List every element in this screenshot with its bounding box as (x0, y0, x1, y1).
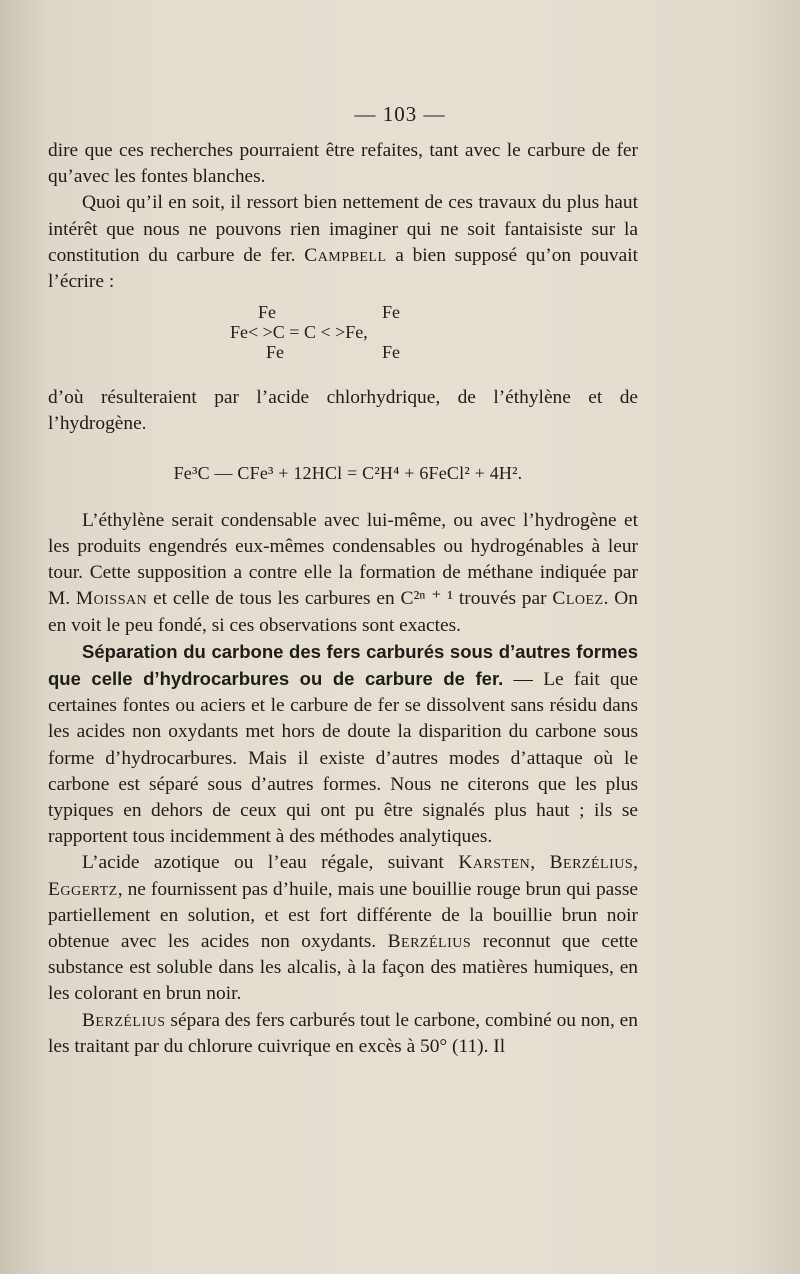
paragraph-6-text-b: , ne fournissent pas d’huile, mais une bouillie rouge brun qui passe partiellement en solution, et est fort différente de la bouillie brun noir obtenue avec les acides non oxydants. (48, 878, 638, 953)
author-berzelius-2: Berzélius (387, 931, 472, 953)
paragraph-2-text: Quoi qu’il en soit, il ressort bien nettement de ces travaux du plus haut intérêt que nous ne pouvons rien imaginer qui ne soit fantaisiste sur la constitution du carbure de fer. (48, 192, 638, 266)
structural-formula (48, 297, 638, 375)
paragraph-6-text-c: reconnut que cette substance est soluble dans les alcalis, à la façon des matières humiques, en les colorant en brun noir. (48, 931, 638, 1005)
body-text (48, 138, 638, 1060)
formula-main-line: Fe< >C = C < >Fe, (230, 322, 368, 343)
paragraph-5-text: — Le fait que certaines fontes ou aciers et le carbure de fer se dissolvent sans résidu dans les acides non oxydants met hors de doute la disparition du carbone sous forme d’hydrocarbures. Mais il existe d’autres modes d’attaque où le carbone est séparé sous d’autres formes. Nous ne citerons que les plus typiques en dehors de ceux qui ont pu être signalés plus haut ; ils se rapportent tous incidemment à des méthodes analytiques. (48, 669, 638, 848)
paragraph-4-text-c: trouvés par (458, 588, 547, 610)
author-eggertz: Eggertz (48, 878, 118, 900)
paragraph-3-text: d’où résulteraient par l’acide chlorhydrique, de l’éthylène et de l’hydrogène. (48, 387, 638, 435)
formula-bottom-left: Fe (266, 342, 284, 363)
paragraph-4-text-b: et celle de tous les carbures en (153, 588, 395, 610)
formula-cn: C²ⁿ ⁺ ¹ (400, 588, 454, 610)
paragraph-4-text-d: . On en voit le peu fondé, si ces observations sont exactes. (48, 588, 638, 636)
paragraph-4-text: L’éthylène serait condensable avec lui-même, ou avec l’hydrogène et les produits engendrés eux-mêmes condensables ou hydrogénables à leur tour. Cette supposition a contre elle la formation de méthane indiquée par M. (48, 509, 638, 610)
paragraph-7 (48, 1008, 638, 1060)
formula-bottom-right: Fe (382, 342, 400, 363)
paragraph-6-text: L’acide azotique ou l’eau régale, suivant (82, 852, 444, 874)
paragraph-5 (48, 639, 638, 851)
section-heading: Séparation du carbone des fers carburés sous d’autres formes que celle d’hydrocarbures ou de carbure de fer. (48, 640, 638, 690)
formula-top-left: Fe (258, 302, 276, 323)
paragraph-7-text: sépara des fers carburés tout le carbone, combiné ou non, en les traitant par du chlorure cuivrique en excès à 50° (11). Il (48, 1009, 638, 1057)
paragraph-2-text-end: a bien supposé qu’on pouvait l’écrire : (48, 244, 638, 293)
reaction-equation: Fe³C — CFe³ + 12HCl = C²H⁴ + 6FeCl² + 4H². (173, 462, 523, 483)
paragraph-1 (48, 138, 638, 190)
paragraph-1-text: dire que ces recherches pourraient être refaites, tant avec le carbure de fer qu’avec les fontes blanches. (48, 140, 638, 188)
author-cloez: Cloez (552, 588, 604, 610)
author-berzelius-3: Berzélius (82, 1009, 166, 1031)
author-berzelius: Berzélius (549, 852, 634, 874)
author-campbell: Campbell (304, 244, 387, 266)
formula-top-right: Fe (382, 302, 400, 323)
paragraph-2 (48, 190, 638, 295)
paragraph-6: L’acide azotique ou l’eau régale, suivant Karsten, Berzélius, Eggertz, ne fournissent pas d’huile, mais une bouillie rouge brun qui passe partiellement en solution, et est fort différente de la bouillie brun noir obtenue avec les acides non oxydants. Berzélius reconnut que cette substance est soluble dans les alcalis, à la façon des matières humiques, en les colorant en brun noir. (48, 852, 638, 1005)
page-number: — 103 — (354, 102, 446, 126)
paragraph-3 (48, 385, 638, 437)
paragraph-4 (48, 508, 638, 639)
author-karsten: Karsten (458, 852, 531, 874)
author-moissan: Moissan (75, 588, 148, 610)
